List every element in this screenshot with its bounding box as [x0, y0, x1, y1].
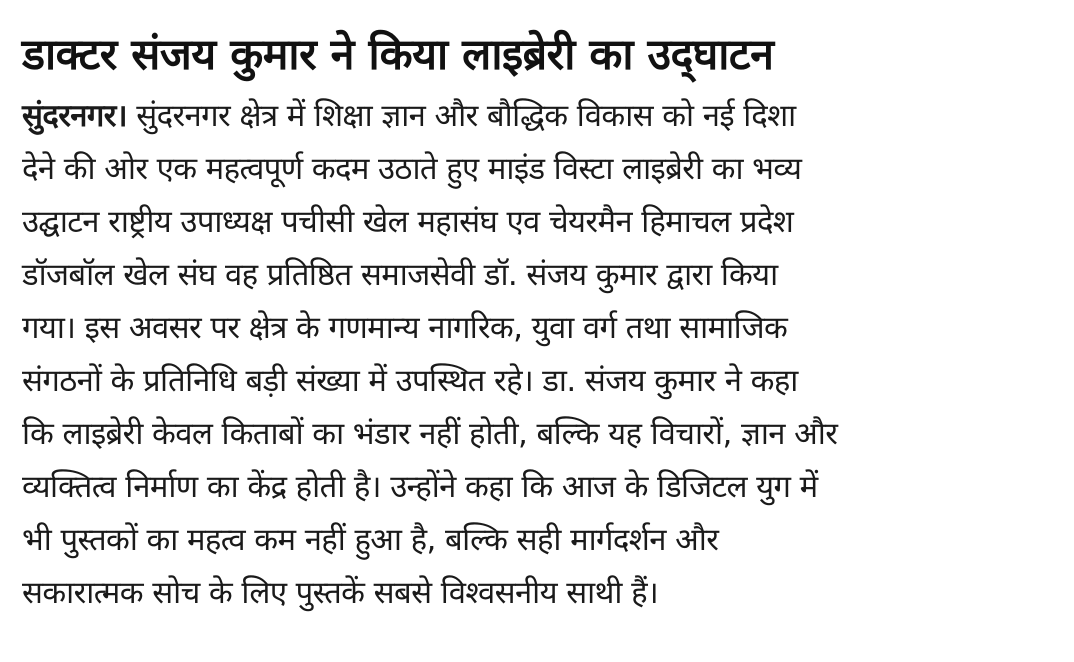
- article-line-5: गया। इस अवसर पर क्षेत्र के गणमान्य नागरिक, युवा वर्ग तथा सामाजिक: [22, 310, 788, 346]
- article-line-9: भी पुस्तकों का महत्व कम नहीं हुआ है, बल्कि सही मार्गदर्शन और: [22, 522, 719, 558]
- article-line-2: देने की ओर एक महत्वपूर्ण कदम उठाते हुए माइंड विस्टा लाइब्रेरी का भव्य: [22, 151, 802, 187]
- article-line-3: उद्घाटन राष्ट्रीय उपाध्यक्ष पचीसी खेल महासंघ एव चेयरमैन हिमाचल प्रदेश: [22, 204, 794, 240]
- article-line-7: कि लाइब्रेरी केवल किताबों का भंडार नहीं होती, बल्कि यह विचारों, ज्ञान और: [22, 416, 838, 452]
- article-line-1: [22, 90, 1062, 143]
- article-headline: डाक्टर संजय कुमार ने किया लाइब्रेरी का उद्‌घाटन: [22, 30, 774, 80]
- article-line-10: सकारात्मक सोच के लिए पुस्तकें सबसे विश्वसनीय साथी हैं।: [22, 575, 659, 611]
- news-article: [22, 24, 1062, 620]
- article-line-8: व्यक्तित्व निर्माण का केंद्र होती है। उन्होंने कहा कि आज के डिजिटल युग में: [22, 469, 818, 505]
- article-line-4: डॉजबॉल खेल संघ वह प्रतिष्ठित समाजसेवी डॉ. संजय कुमार द्वारा किया: [22, 257, 778, 293]
- article-line-1-text: सुंदरनगर क्षेत्र में शिक्षा ज्ञान और बौद्धिक विकास को नई दिशा: [126, 98, 796, 134]
- article-dateline: सुंदरनगर।: [22, 98, 127, 134]
- article-line-6: संगठनों के प्रतिनिधि बड़ी संख्या में उपस्थित रहे। डा. संजय कुमार ने कहा: [22, 363, 798, 399]
- article-body: [22, 90, 1062, 620]
